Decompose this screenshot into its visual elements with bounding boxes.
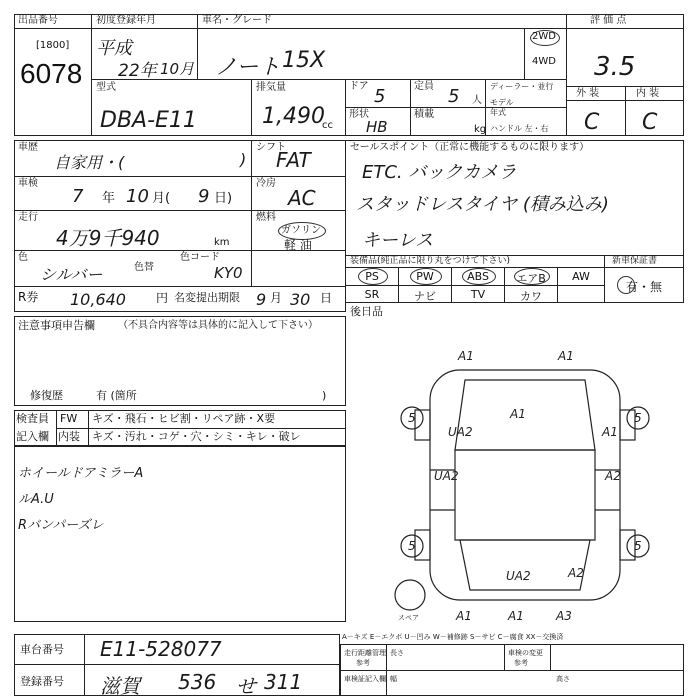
tire-3: 5 <box>408 539 416 553</box>
inspect-day: 9 <box>198 186 210 207</box>
car-outline <box>430 370 620 600</box>
remark-1: ホイールドアミラーA <box>18 466 144 481</box>
mark-8: UA2 <box>506 569 531 583</box>
color-label: 色 <box>18 252 28 263</box>
int-label: 内 装 <box>636 88 660 99</box>
dealer-year-label: 年式 <box>490 108 506 117</box>
drive-2wd: 2WD <box>532 31 556 42</box>
history-record-label: 車検証記入欄 <box>344 675 386 683</box>
lot-number: 6078 <box>20 58 83 89</box>
mark-9: A2 <box>568 566 584 580</box>
doors-label: ドア <box>349 81 369 92</box>
chassis-label: 車台番号 <box>20 643 64 656</box>
seats-unit: 人 <box>472 95 482 106</box>
mark-11: A1 <box>508 609 524 623</box>
repair-close: ) <box>322 389 327 402</box>
spare-tire <box>395 580 425 610</box>
fuel-gas: ガソリン <box>281 225 321 236</box>
mark-10: A1 <box>456 609 472 623</box>
inspect-label: 車検 <box>18 178 38 189</box>
mark-12: A3 <box>556 609 572 623</box>
mark-1: A1 <box>458 349 474 363</box>
sales-line-1: ETC. バックカメラ <box>362 162 517 183</box>
repair-value: 有 (箇所 <box>96 389 137 402</box>
mark-4: UA2 <box>448 425 473 439</box>
reg-month: 10月 <box>160 60 195 78</box>
title-change-label: 名変提出期限 <box>174 291 240 304</box>
inspect-year: 7 <box>72 186 84 207</box>
plate-class: 536 <box>178 670 217 694</box>
owner-label: 後日品 <box>350 305 383 318</box>
body-label: 形状 <box>349 109 369 120</box>
equip-navi: ナビ <box>414 290 436 303</box>
legend: A－キズ E－エクボ U－凹み W－補修跡 S－サビ C－腐食 XX－交換済 <box>342 633 564 641</box>
equip-ps: PS <box>365 270 379 283</box>
mark-5: A1 <box>602 425 618 439</box>
int-grade: C <box>642 110 658 135</box>
equip-tv: TV <box>470 288 486 301</box>
dealer-label: ディーラー・並行 <box>490 82 554 91</box>
change-label: 車検の変更 <box>508 649 543 657</box>
inspector-int-label: 内装 <box>58 430 80 443</box>
chassis-value: E11-528077 <box>100 637 222 661</box>
fuel-light: 軽 油 <box>284 238 312 252</box>
reg-era: 平成 <box>96 38 132 59</box>
dealer-model-label: モデル <box>490 98 514 107</box>
sales-label: セールスポイント（正常に機能するものに限ります） <box>350 142 590 153</box>
history-label: 車歴 <box>18 142 38 153</box>
drive-4wd: 4WD <box>532 56 556 67</box>
equip-label: 装備品(純正品に限り丸をつけて下さい) <box>350 256 511 266</box>
ref-label: 参考 <box>356 659 370 667</box>
color-value: シルバー <box>40 265 103 284</box>
equip-abs: ABS <box>467 270 489 283</box>
equip-leather: カワ <box>520 290 542 303</box>
tire-4: 5 <box>634 539 642 553</box>
spare-label: スペア <box>398 614 419 622</box>
plate-number: 311 <box>264 670 303 694</box>
mileage-mgmt-label: 走行距離管理 <box>344 649 386 657</box>
inspector-int-text: キズ・汚れ・コゲ・穴・シミ・キレ・破レ <box>92 430 301 443</box>
car-label: 車名・グレード <box>202 15 272 26</box>
height-label: 高さ <box>556 675 570 683</box>
model-value: DBA-E11 <box>100 108 197 133</box>
fuel-label: 燃料 <box>256 212 276 223</box>
color-code-label: 色コード <box>180 252 220 263</box>
mark-3: A1 <box>510 407 526 421</box>
equip-abs-circle <box>462 268 496 285</box>
aircon-label: 冷房 <box>256 178 276 189</box>
shift-value: FAT <box>276 148 311 172</box>
plate-kana: せ <box>236 674 256 698</box>
inspect-year-unit: 年 <box>102 191 116 206</box>
dealer-handle-label: ハンドル 左・右 <box>490 124 549 133</box>
remark-3: Rバンパーズレ <box>18 518 104 533</box>
equip-airbag: エアB <box>516 272 546 285</box>
cc-value: 1,490 <box>262 104 325 129</box>
recycle-unit: 円 <box>156 291 169 305</box>
lot-code: [1800] <box>36 40 70 51</box>
cc-unit: cc <box>322 120 333 131</box>
title-change-month-unit: 月 <box>270 291 283 305</box>
plate-area: 滋賀 <box>100 674 140 698</box>
mileage-label: 走行 <box>18 212 38 223</box>
cc-label: 排気量 <box>256 82 286 93</box>
tire-2: 5 <box>634 411 642 425</box>
load-label: 積載 <box>414 109 434 120</box>
recycle-value: 10,640 <box>70 290 126 309</box>
color-code: KY0 <box>214 264 243 282</box>
recycle-label: R券 <box>18 290 39 304</box>
equip-pw: PW <box>416 270 434 283</box>
sales-line-3: キーレス <box>362 230 434 251</box>
mark-2: A1 <box>558 349 574 363</box>
equip-airbag-circle <box>514 268 550 285</box>
seats-value: 5 <box>448 86 460 107</box>
remark-2: ルA.U <box>18 492 54 507</box>
equip-ps-circle <box>358 268 388 285</box>
equip-sr: SR <box>364 288 380 301</box>
ref-label-2: 参考 <box>514 659 528 667</box>
ext-grade: C <box>584 110 600 135</box>
notes-label: 注意事項申告欄 <box>18 319 95 332</box>
warranty-label: 新車保証書 <box>612 256 658 266</box>
mark-6: UA2 <box>434 469 459 483</box>
doors-value: 5 <box>374 86 386 107</box>
car-diagram <box>380 340 670 630</box>
roof <box>455 450 595 540</box>
inspector-fw-label: FW <box>60 412 78 425</box>
history-value: 自家用・( <box>54 153 125 172</box>
inspector-label-2: 記入欄 <box>16 430 49 443</box>
score-value: 3.5 <box>594 52 636 82</box>
title-change-day-unit: 日 <box>320 291 333 305</box>
score-label: 評 価 点 <box>590 15 627 26</box>
reg-year: 22年 <box>118 61 157 81</box>
car-name: ノート <box>215 55 281 80</box>
reg-label: 初度登録年月 <box>96 15 156 26</box>
aircon-value: AC <box>288 186 316 210</box>
ext-label: 外 装 <box>576 88 600 99</box>
equip-aw: AW <box>572 270 590 283</box>
width-label: 幅 <box>390 675 397 683</box>
plate-label: 登録番号 <box>20 675 64 688</box>
color-change-label: 色替 <box>134 262 154 273</box>
mileage-value: 4万9千940 <box>56 226 160 250</box>
load-unit: kg <box>474 124 487 135</box>
inspect-day-unit: 日) <box>214 191 233 206</box>
seats-label: 定員 <box>414 81 434 92</box>
warranty-circle <box>617 276 635 294</box>
equip-pw-circle <box>410 268 442 285</box>
title-change-day: 30 <box>290 290 311 309</box>
mileage-unit: km <box>214 237 230 248</box>
mark-7: A2 <box>605 469 621 483</box>
inspector-fw-text: キズ・飛石・ヒビ割・リペア跡・X要 <box>92 412 276 425</box>
inspect-month: 10 <box>126 186 149 207</box>
notes-hint: （不具合内容等は具体的に記入して下さい） <box>118 320 318 331</box>
shift-label: シフト <box>256 142 286 153</box>
title-change-month: 9 <box>256 290 267 309</box>
inspect-month-unit: 月( <box>152 191 171 206</box>
warranty-value: 有・無 <box>625 280 662 294</box>
car-grade: 15X <box>282 48 326 73</box>
body-value: HB <box>366 118 388 136</box>
sales-line-2: スタッドレスタイヤ (積み込み) <box>356 194 609 215</box>
tire-1: 5 <box>408 411 416 425</box>
history-close: ) <box>240 150 247 169</box>
model-label: 型式 <box>96 82 116 93</box>
inspector-label-1: 検査員 <box>16 412 49 425</box>
repair-label: 修復歴 <box>30 389 63 402</box>
lot-label: 出品番号 <box>18 15 58 26</box>
length-label: 長さ <box>390 649 404 657</box>
